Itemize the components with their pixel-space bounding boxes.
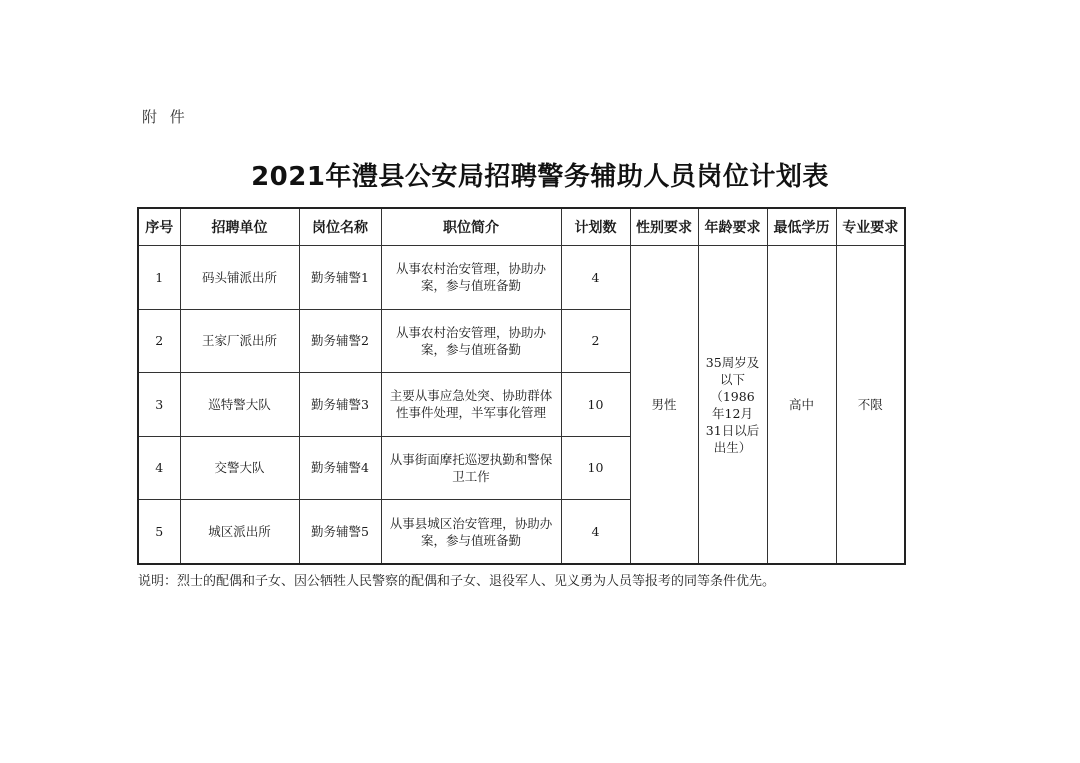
cell-count: 10 [561, 373, 630, 437]
cell-unit: 王家厂派出所 [180, 309, 299, 373]
cell-desc: 从事县城区治安管理，协助办案，参与值班备勤 [381, 500, 561, 564]
header-gender: 性别要求 [630, 208, 698, 246]
cell-no: 3 [138, 373, 180, 437]
cell-major: 不限 [836, 246, 905, 565]
header-major: 专业要求 [836, 208, 905, 246]
cell-unit: 交警大队 [180, 436, 299, 500]
page-title: 2021年澧县公安局招聘警务辅助人员岗位计划表 [251, 162, 829, 192]
cell-count: 10 [561, 436, 630, 500]
cell-no: 4 [138, 436, 180, 500]
header-no: 序号 [138, 208, 180, 246]
cell-unit: 码头铺派出所 [180, 246, 299, 310]
cell-age: 35周岁及以下（1986年12月31日以后出生） [698, 246, 767, 565]
cell-post: 勤务辅警5 [299, 500, 381, 564]
table-header-row [138, 208, 905, 246]
footnote: 说明：烈士的配偶和子女、因公牺牲人民警察的配偶和子女、退役军人、见义勇为人员等报考的同等条件优先。 [138, 574, 776, 589]
cell-post: 勤务辅警3 [299, 373, 381, 437]
table-row [138, 246, 905, 310]
cell-post: 勤务辅警2 [299, 309, 381, 373]
attachment-label: 附 件 [142, 108, 189, 126]
cell-no: 1 [138, 246, 180, 310]
header-post: 岗位名称 [299, 208, 381, 246]
cell-count: 4 [561, 246, 630, 310]
header-count: 计划数 [561, 208, 630, 246]
header-education: 最低学历 [767, 208, 836, 246]
cell-post: 勤务辅警4 [299, 436, 381, 500]
cell-gender: 男性 [630, 246, 698, 565]
cell-education: 高中 [767, 246, 836, 565]
cell-no: 5 [138, 500, 180, 564]
header-desc: 职位简介 [381, 208, 561, 246]
cell-count: 4 [561, 500, 630, 564]
cell-count: 2 [561, 309, 630, 373]
header-unit: 招聘单位 [180, 208, 299, 246]
cell-no: 2 [138, 309, 180, 373]
cell-unit: 巡特警大队 [180, 373, 299, 437]
cell-desc: 从事街面摩托巡逻执勤和警保卫工作 [381, 436, 561, 500]
cell-desc: 从事农村治安管理，协助办案，参与值班备勤 [381, 309, 561, 373]
cell-desc: 主要从事应急处突、协助群体性事件处理，半军事化管理 [381, 373, 561, 437]
cell-unit: 城区派出所 [180, 500, 299, 564]
recruitment-plan-table [137, 207, 906, 565]
cell-post: 勤务辅警1 [299, 246, 381, 310]
header-age: 年龄要求 [698, 208, 767, 246]
cell-desc: 从事农村治安管理，协助办案，参与值班备勤 [381, 246, 561, 310]
